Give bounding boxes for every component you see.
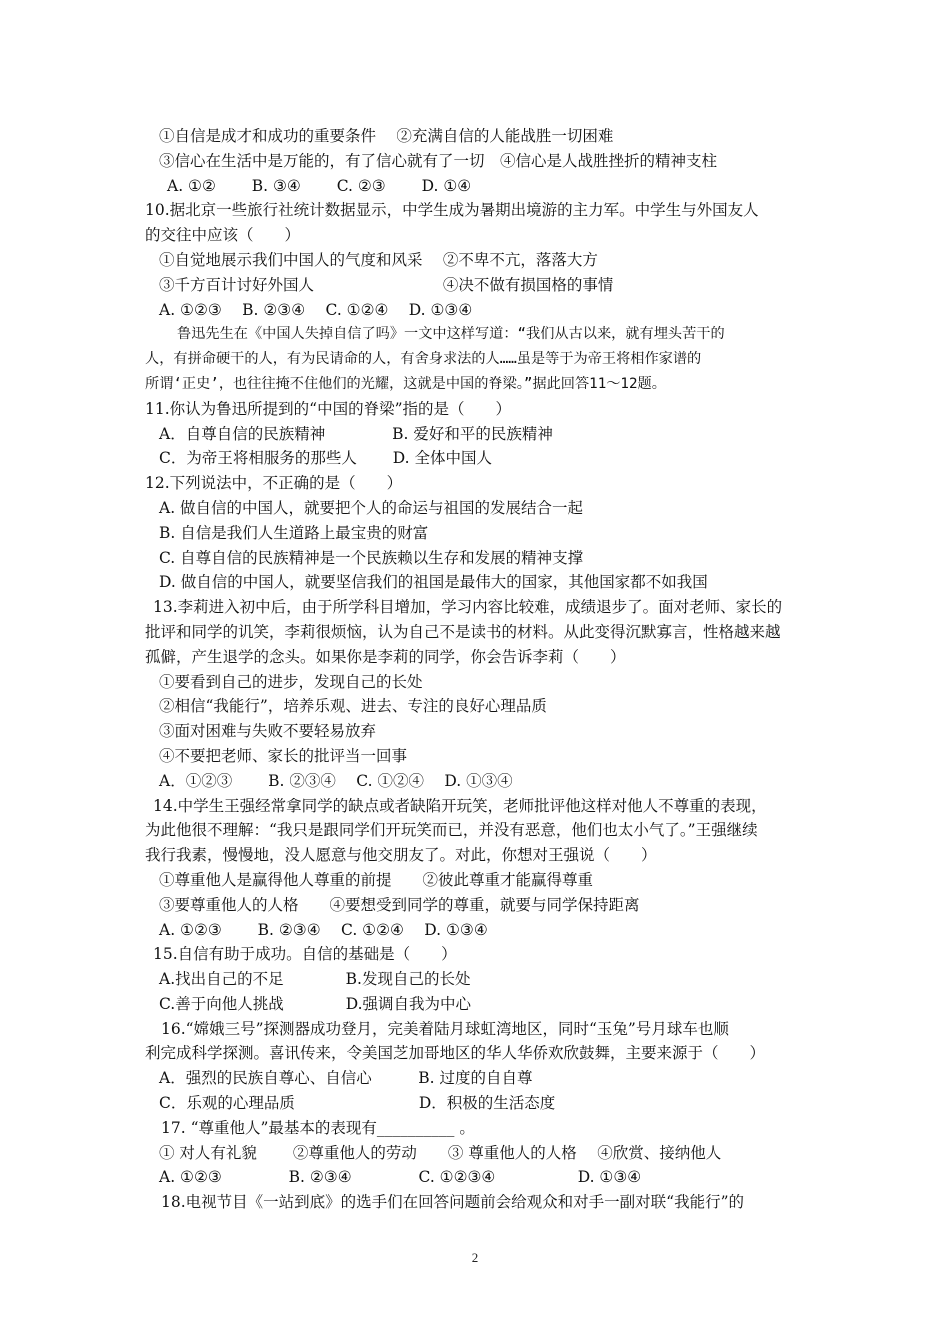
answer-choices-line: A．强烈的民族自尊心、自信心 B. 过度的自自尊 [159, 1069, 533, 1088]
question-14-stem-cont: 为此他很不理解：“我只是跟同学们开玩笑而已，并没有恶意，他们也太小气了。”王强继续 [145, 821, 758, 840]
option-statements-line: ①自觉地展示我们中国人的气度和风采 ②不卑不亢，落落大方 [159, 250, 598, 269]
answer-choices-line: A．①②③ B. ②③④ C. ①②④ D. ①③④ [159, 771, 513, 790]
option-statement: ③面对困难与失败不要轻易放弃 [159, 722, 377, 741]
question-11-stem: 11.你认为鲁迅所提到的“中国的脊梁”指的是（ ） [145, 399, 511, 418]
answer-choices-line: A. ①②③ B. ②③④ C. ①②③④ D. ①③④ [159, 1168, 642, 1187]
option-statements-line: ③要尊重他人的人格 ④要想受到同学的尊重，就要与同学保持距离 [159, 895, 640, 914]
question-17-stem: 17. “尊重他人”最基本的表现有__________ 。 [161, 1118, 475, 1137]
question-13-stem-cont: 批评和同学的讥笑，李莉很烦恼，认为自己不是读书的材料。从此变得沉默寡言，性格越来越 [145, 622, 781, 641]
question-13-stem: 13.李莉进入初中后，由于所学科目增加，学习内容比较难，成绩退步了。面对老师、家长的 [153, 598, 783, 617]
answer-choice-c: C. 自尊自信的民族精神是一个民族赖以生存和发展的精神支撑 [159, 548, 584, 567]
question-16-stem-cont: 利完成科学探测。喜讯传来，令美国芝加哥地区的华人华侨欢欣鼓舞，主要来源于（ ） [145, 1044, 766, 1063]
question-16-stem: 16.“嫦娥三号”探测器成功登月，完美着陆月球虹湾地区，同时“玉兔”号月球车也顺 [161, 1019, 729, 1038]
answer-choice-b: B. 自信是我们人生道路上最宝贵的财富 [159, 523, 429, 542]
question-15-stem: 15.自信有助于成功。自信的基础是（ ） [153, 945, 457, 964]
passage-line: 鲁迅先生在《中国人失掉自信了吗》一文中这样写道：“我们从古以来，就有埋头苦干的 [177, 326, 725, 343]
question-12-stem: 12.下列说法中，不正确的是（ ） [145, 474, 403, 493]
option-statement: ①要看到自己的进步，发现自己的长处 [159, 672, 423, 691]
option-statements-line: ①自信是成才和成功的重要条件 ②充满自信的人能战胜一切困难 [159, 127, 614, 145]
answer-choices-line: C．为帝王将相服务的那些人 D. 全体中国人 [159, 449, 493, 468]
answer-choices-line: A. ①②③ B. ②③④ C. ①②④ D. ①③④ [159, 300, 473, 319]
answer-choices-line: A. ①② B. ③④ C. ②③ D. ①④ [167, 176, 472, 195]
passage-line: 所谓‘正史’，也往往掩不住他们的光耀，这就是中国的脊梁。”据此回答11～12题。 [145, 375, 666, 392]
question-text-block [145, 124, 815, 1215]
option-statements-line: ③千方百计讨好外国人 ④决不做有损国格的事情 [159, 275, 614, 294]
answer-choices-line: A. ①②③ B. ②③④ C. ①②④ D. ①③④ [159, 920, 488, 939]
question-14-stem-cont: 我行我素，慢慢地，没人愿意与他交朋友了。对此，你想对王强说（ ） [145, 846, 657, 865]
question-10-stem-cont: 的交往中应该（ ） [145, 226, 301, 245]
question-18-stem: 18.电视节目《一站到底》的选手们在回答问题前会给观众和对手一副对联“我能行”的 [161, 1193, 745, 1212]
page-number: 2 [471, 1250, 479, 1265]
option-statements-line: ③信心在生活中是万能的，有了信心就有了一切 ④信心是人战胜挫折的精神支柱 [159, 151, 718, 170]
answer-choices-line: A.找出自己的不足 B.发现自己的长处 [159, 970, 471, 989]
answer-choice-d: D. 做自信的中国人，就要坚信我们的祖国是最伟大的国家，其他国家都不如我国 [159, 573, 708, 592]
answer-choices-line: A．自尊自信的民族精神 B. 爱好和平的民族精神 [159, 424, 553, 443]
question-10-stem: 10.据北京一些旅行社统计数据显示，中学生成为暑期出境游的主力军。中学生与外国友人 [145, 201, 759, 220]
question-13-stem-cont: 孤僻，产生退学的念头。如果你是李莉的同学，你会告诉李莉（ ） [145, 647, 626, 666]
option-statements-line: ① 对人有礼貌 ②尊重他人的劳动 ③ 尊重他人的人格 ④欣赏、接纳他人 [159, 1143, 722, 1162]
question-14-stem: 14.中学生王强经常拿同学的缺点或者缺陷开玩笑，老师批评他这样对他人不尊重的表现， [153, 796, 767, 815]
option-statements-line: ①尊重他人是赢得他人尊重的前提 ②彼此尊重才能赢得尊重 [159, 870, 594, 889]
answer-choices-line: C．乐观的心理品质 D．积极的生活态度 [159, 1094, 556, 1113]
answer-choice-a: A. 做自信的中国人，就要把个人的命运与祖国的发展结合一起 [159, 498, 584, 517]
option-statement: ④不要把老师、家长的批评当一回事 [159, 746, 408, 765]
passage-line: 人，有拼命硬干的人，有为民请命的人，有舍身求法的人……虽是等于为帝王将相作家谱的 [145, 351, 702, 368]
answer-choices-line: C.善于向他人挑战 D.强调自我为中心 [159, 994, 472, 1013]
option-statement: ②相信“我能行”，培养乐观、进去、专注的良好心理品质 [159, 697, 547, 716]
